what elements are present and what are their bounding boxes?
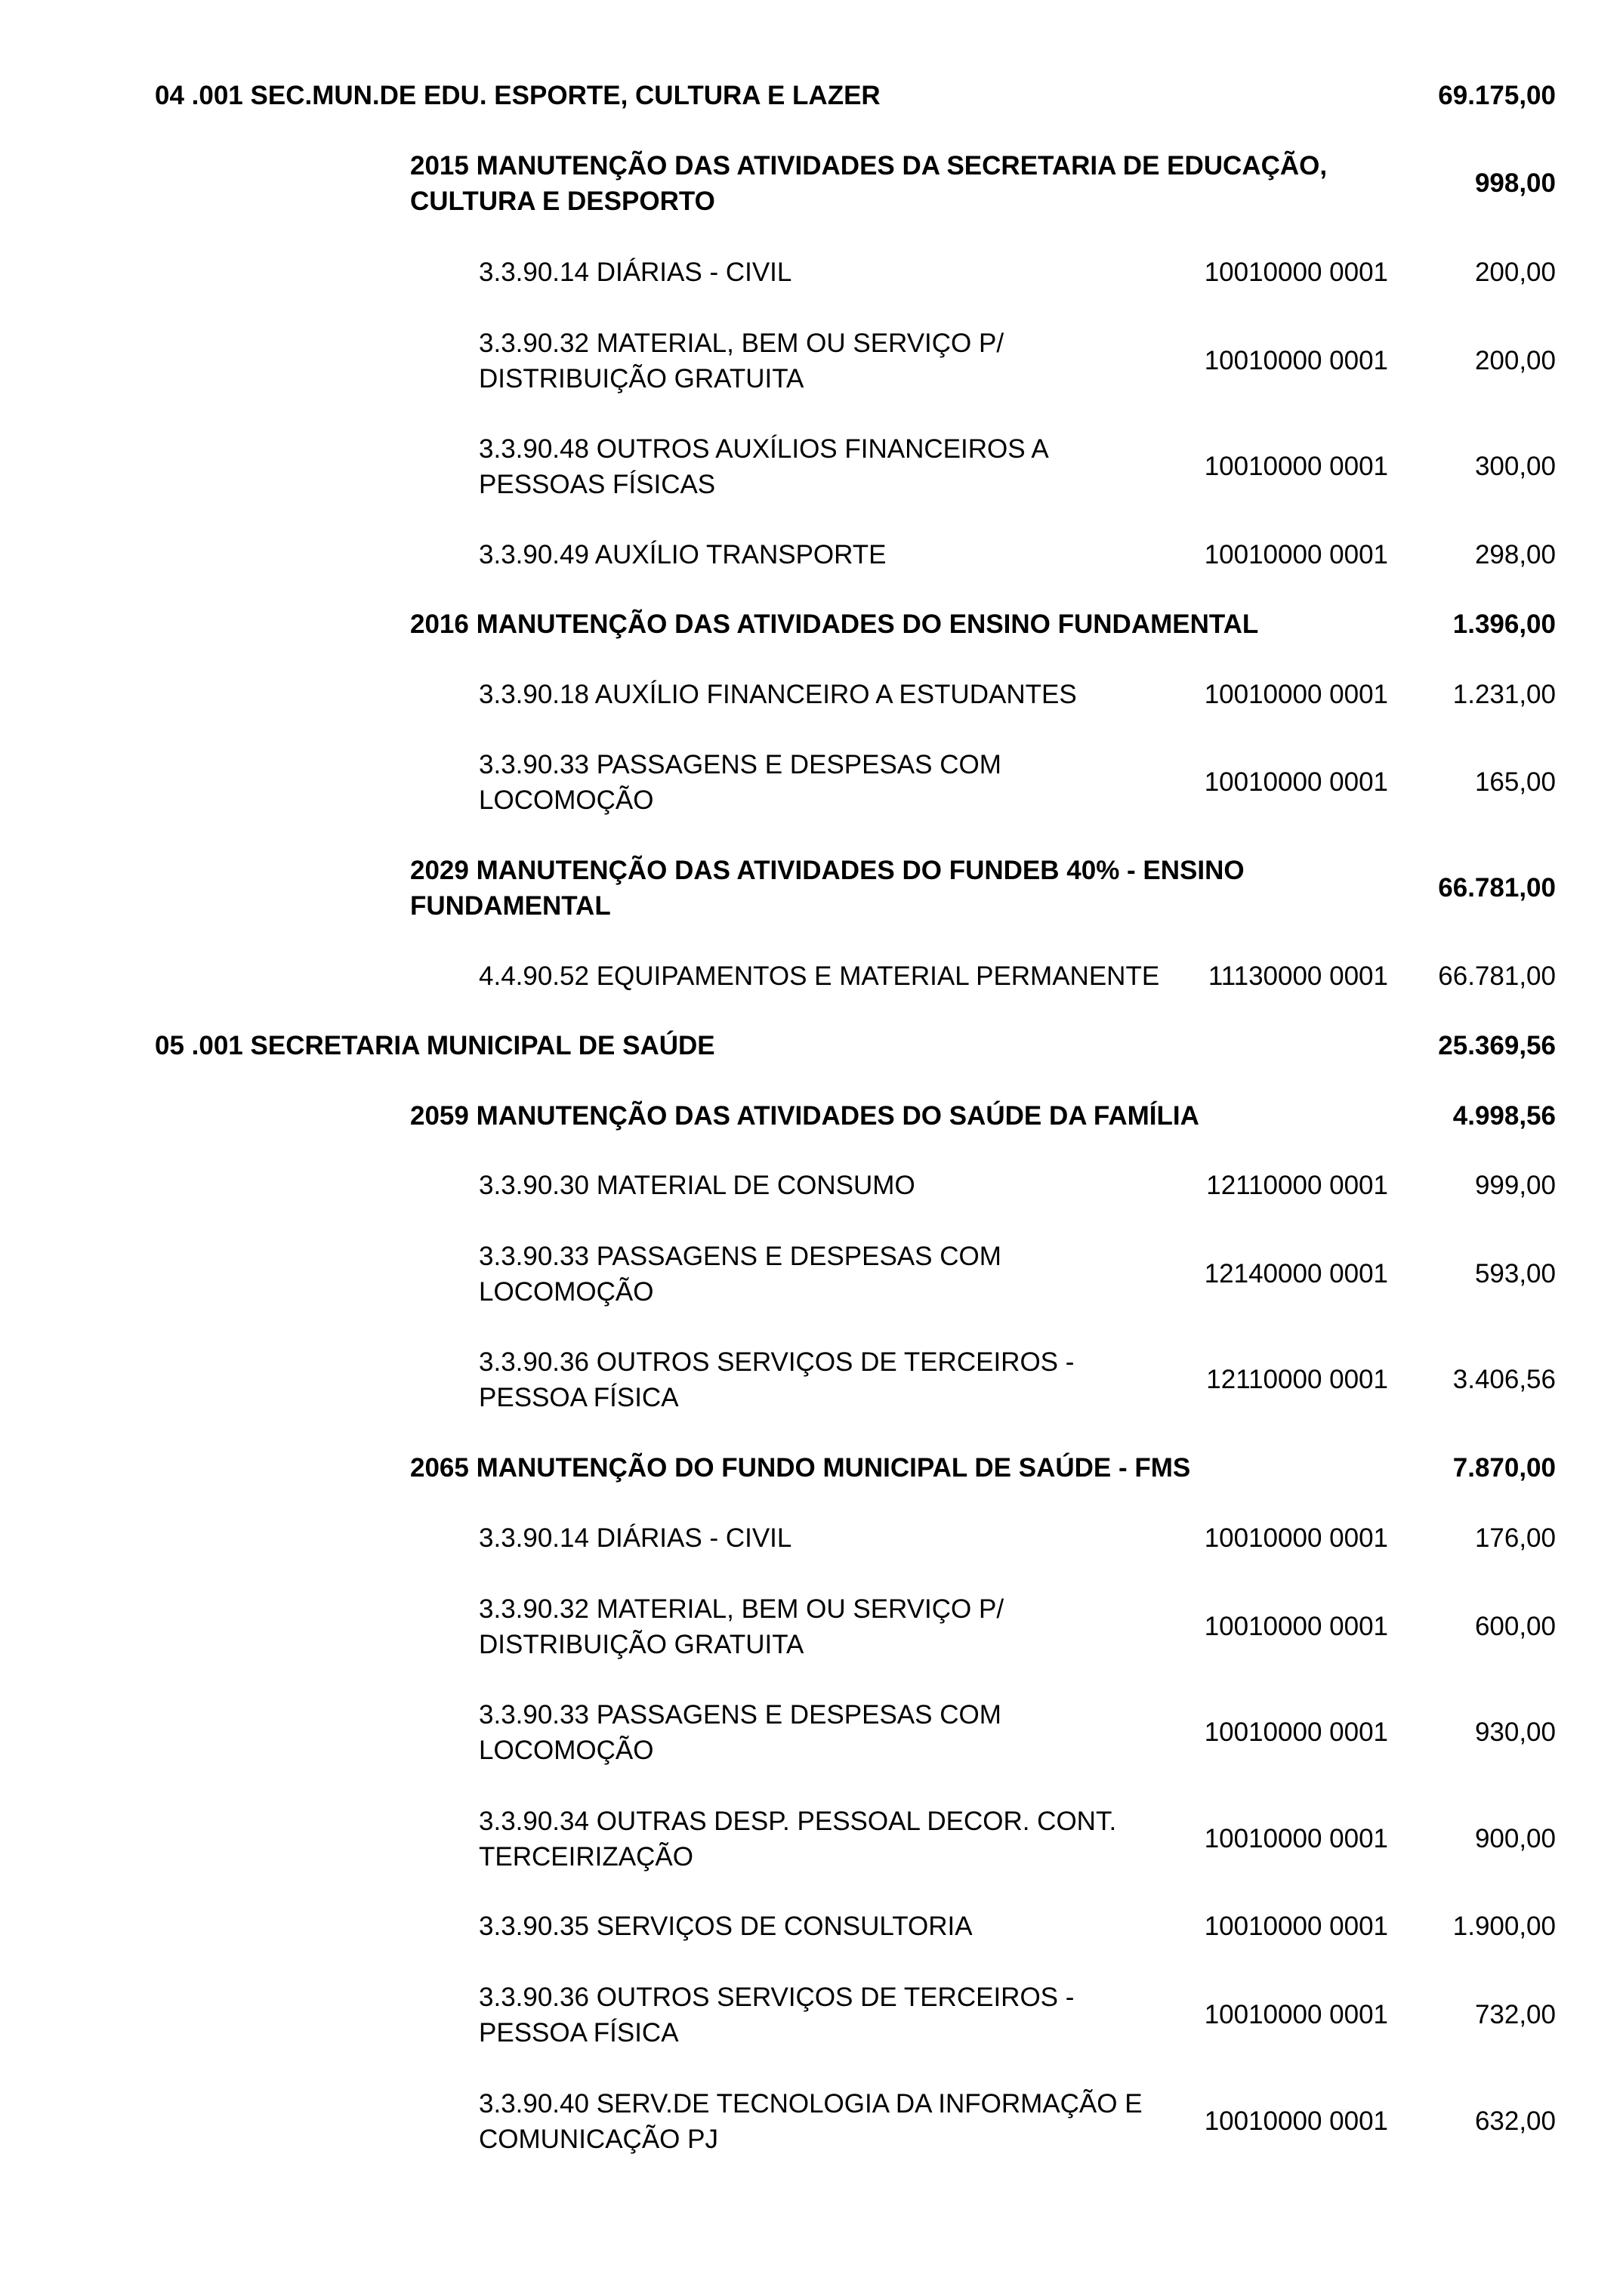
organ-row	[0, 78, 1623, 113]
expense-description: 3.3.90.32 MATERIAL, BEM OU SERVIÇO P/ DISTRIBUIÇÃO GRATUITA	[479, 329, 1004, 393]
expense-row	[0, 255, 1623, 290]
expense-description: 3.3.90.32 MATERIAL, BEM OU SERVIÇO P/ DISTRIBUIÇÃO GRATUITA	[479, 1594, 1004, 1659]
expense-amount: 1.900,00	[1452, 1912, 1556, 1941]
action-total: 7.870,00	[1452, 1453, 1556, 1483]
expense-row	[0, 1344, 1623, 1415]
resource-source: 12110000 0001	[1206, 1171, 1388, 1200]
expense-row	[0, 1804, 1623, 1875]
expense-description: 3.3.90.30 MATERIAL DE CONSUMO	[479, 1171, 915, 1200]
expense-row	[0, 1909, 1623, 1944]
expense-amount: 900,00	[1474, 1824, 1556, 1853]
organ-title: 05 .001 SECRETARIA MUNICIPAL DE SAÚDE	[155, 1031, 715, 1060]
expense-amount: 999,00	[1474, 1171, 1556, 1200]
action-row	[0, 148, 1623, 219]
resource-source: 10010000 0001	[1204, 1717, 1388, 1747]
expense-row	[0, 431, 1623, 502]
resource-source: 10010000 0001	[1204, 2000, 1388, 2029]
expense-amount: 632,00	[1474, 2106, 1556, 2136]
resource-source: 10010000 0001	[1204, 258, 1388, 287]
action-row	[0, 606, 1623, 642]
expense-amount: 732,00	[1474, 2000, 1556, 2029]
expense-amount: 298,00	[1474, 540, 1556, 569]
expense-row	[0, 1591, 1623, 1662]
resource-source: 10010000 0001	[1204, 1523, 1388, 1553]
resource-source: 12110000 0001	[1206, 1365, 1388, 1394]
expense-amount: 593,00	[1474, 1259, 1556, 1288]
action-total: 998,00	[1474, 168, 1556, 198]
expense-row	[0, 1520, 1623, 1556]
action-title: 2059 MANUTENÇÃO DAS ATIVIDADES DO SAÚDE DA FAMÍLIA	[410, 1101, 1199, 1131]
resource-source: 11130000 0001	[1208, 961, 1388, 991]
resource-source: 10010000 0001	[1204, 1824, 1388, 1853]
resource-source: 10010000 0001	[1204, 2106, 1388, 2136]
action-row	[0, 853, 1623, 924]
expense-row	[0, 2086, 1623, 2157]
action-row	[0, 1098, 1623, 1134]
expense-description: 3.3.90.48 OUTROS AUXÍLIOS FINANCEIROS A PESSOAS FÍSICAS	[479, 434, 1049, 499]
resource-source: 10010000 0001	[1204, 1912, 1388, 1941]
action-total: 1.396,00	[1452, 609, 1556, 639]
expense-row	[0, 1239, 1623, 1310]
expense-row	[0, 326, 1623, 397]
action-title: 2015 MANUTENÇÃO DAS ATIVIDADES DA SECRETARIA DE EDUCAÇÃO, CULTURA E DESPORTO	[410, 151, 1328, 216]
expense-amount: 66.781,00	[1438, 961, 1556, 991]
expense-row	[0, 1168, 1623, 1203]
resource-source: 10010000 0001	[1204, 680, 1388, 709]
expense-description: 3.3.90.33 PASSAGENS E DESPESAS COM LOCOMOÇÃO	[479, 1700, 1001, 1765]
expense-description: 4.4.90.52 EQUIPAMENTOS E MATERIAL PERMANENTE	[479, 961, 1160, 991]
action-title: 2065 MANUTENÇÃO DO FUNDO MUNICIPAL DE SAÚDE - FMS	[410, 1453, 1191, 1483]
expense-description: 3.3.90.33 PASSAGENS E DESPESAS COM LOCOMOÇÃO	[479, 750, 1001, 815]
expense-row	[0, 1980, 1623, 2051]
resource-source: 12140000 0001	[1204, 1259, 1388, 1288]
action-title: 2029 MANUTENÇÃO DAS ATIVIDADES DO FUNDEB 40% - ENSINO FUNDAMENTAL	[410, 856, 1245, 921]
action-total: 4.998,56	[1452, 1101, 1556, 1131]
resource-source: 10010000 0001	[1204, 540, 1388, 569]
expense-description: 3.3.90.36 OUTROS SERVIÇOS DE TERCEIROS - PESSOA FÍSICA	[479, 1347, 1075, 1412]
expense-row	[0, 958, 1623, 994]
expense-row	[0, 747, 1623, 818]
action-total: 66.781,00	[1438, 873, 1556, 903]
expense-amount: 3.406,56	[1452, 1365, 1556, 1394]
expense-description: 3.3.90.35 SERVIÇOS DE CONSULTORIA	[479, 1912, 973, 1941]
expense-description: 3.3.90.36 OUTROS SERVIÇOS DE TERCEIROS - PESSOA FÍSICA	[479, 1983, 1075, 2048]
organ-total: 69.175,00	[1438, 81, 1556, 110]
expense-description: 3.3.90.40 SERV.DE TECNOLOGIA DA INFORMAÇÃO E COMUNICAÇÃO PJ	[479, 2089, 1143, 2154]
action-row	[0, 1450, 1623, 1486]
expense-description: 3.3.90.14 DIÁRIAS - CIVIL	[479, 1523, 792, 1553]
organ-title: 04 .001 SEC.MUN.DE EDU. ESPORTE, CULTURA E LAZER	[155, 81, 881, 110]
expense-row	[0, 1697, 1623, 1768]
expense-row	[0, 677, 1623, 712]
organ-row	[0, 1028, 1623, 1063]
expense-amount: 200,00	[1474, 258, 1556, 287]
action-title: 2016 MANUTENÇÃO DAS ATIVIDADES DO ENSINO FUNDAMENTAL	[410, 609, 1259, 639]
resource-source: 10010000 0001	[1204, 1612, 1388, 1641]
expense-amount: 200,00	[1474, 346, 1556, 375]
expense-amount: 300,00	[1474, 452, 1556, 481]
resource-source: 10010000 0001	[1204, 452, 1388, 481]
expense-amount: 165,00	[1474, 767, 1556, 797]
resource-source: 10010000 0001	[1204, 767, 1388, 797]
expense-description: 3.3.90.33 PASSAGENS E DESPESAS COM LOCOMOÇÃO	[479, 1242, 1001, 1307]
resource-source: 10010000 0001	[1204, 346, 1388, 375]
expense-description: 3.3.90.14 DIÁRIAS - CIVIL	[479, 258, 792, 287]
expense-amount: 176,00	[1474, 1523, 1556, 1553]
expense-amount: 930,00	[1474, 1717, 1556, 1747]
expense-description: 3.3.90.49 AUXÍLIO TRANSPORTE	[479, 540, 887, 569]
organ-total: 25.369,56	[1438, 1031, 1556, 1060]
expense-description: 3.3.90.18 AUXÍLIO FINANCEIRO A ESTUDANTES	[479, 680, 1077, 709]
expense-amount: 600,00	[1474, 1612, 1556, 1641]
expense-row	[0, 537, 1623, 572]
expense-amount: 1.231,00	[1452, 680, 1556, 709]
expense-description: 3.3.90.34 OUTRAS DESP. PESSOAL DECOR. CONT. TERCEIRIZAÇÃO	[479, 1807, 1117, 1872]
